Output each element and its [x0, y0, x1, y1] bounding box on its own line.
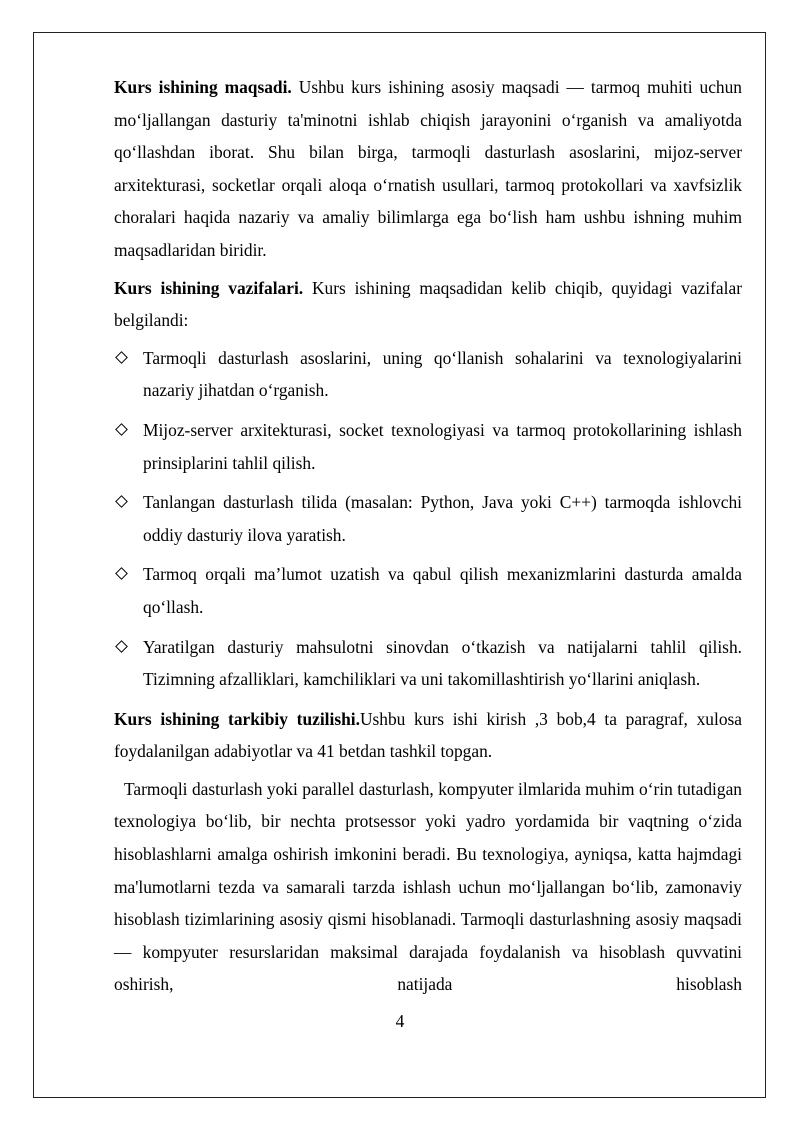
page-number: 4	[395, 1011, 405, 1031]
diamond-bullet-icon	[115, 640, 128, 653]
structure-text: Ushbu kurs ishi kirish ,3 bob,4 ta paragraf, xulosa foydalanilgan adabiyotlar va 41 betdan tashkil topgan.	[114, 708, 743, 762]
list-item-text: Tanlangan dasturlash tilida (masalan: Python, Java yoki C++) tarmoqda ishlovchi oddiy dasturiy ilova yaratish.	[143, 492, 742, 545]
list-item-text: Mijoz-server arxitekturasi, socket texnologiyasi va tarmoq protokollarining ishlash prinsiplarini tahlil qilish.	[143, 419, 742, 473]
body-paragraph: Tarmoqli dasturlash yoki parallel dasturlash, kompyuter ilmlarida muhim o‘rin tutadigan texnologiya bo‘lib, bir nechta protsessor yoki yadro yordamida bir vaqtning o‘zida hisoblashlarni amalga oshirish imkonini beradi. Bu texnologiya, ayniqsa, katta hajmdagi ma'lumotlarni tezda va samarali tarzda ishlash uchun mo‘ljallangan bo‘lib, zamonaviy hisoblash tizimlarining asosiy qismi hisoblanadi. Tarmoqli dasturlashning asosiy maqsadi — kompyuter resurslaridan maksimal darajada foydalanish va hisoblash quvvatini oshirish, natijada hisoblash	[114, 778, 742, 995]
goal-paragraph	[114, 71, 742, 267]
list-item-text: Yaratilgan dasturiy mahsulotni sinovdan o‘tkazish va natijalarni tahlil qilish. Tizimning afzalliklari, kamchiliklari va uni takomillashtirish yo‘llarini aniqlash.	[143, 636, 742, 690]
diamond-bullet-icon	[115, 423, 128, 436]
structure-heading: Kurs ishining tarkibiy tuzilishi.	[114, 708, 360, 729]
structure-paragraph	[114, 703, 742, 768]
list-item	[114, 342, 742, 407]
diamond-bullet-icon	[115, 567, 128, 580]
page-content	[114, 71, 742, 1006]
goal-text: Ushbu kurs ishining asosiy maqsadi — tarmoq muhiti uchun mo‘ljallangan dasturiy ta'minotni ishlab chiqish jarayonini o‘rganish va amaliyotda qo‘llashdan iborat. Shu bilan birga, tarmoqli dasturlash asoslarini, mijoz-server arxitekturasi, socketlar orqali aloqa o‘rnatish usullari, tarmoq protokollari va xavfsizlik choralari haqida nazariy va amaliy bilimlarga ega bo‘lish ham ushbu ishning muhim maqsadlaridan biridir.	[114, 77, 743, 260]
list-item	[114, 486, 742, 551]
list-item-text: Tarmoq orqali ma’lumot uzatish va qabul qilish mexanizmlarini dasturda amalda qo‘llash.	[143, 564, 742, 617]
diamond-bullet-icon	[115, 351, 128, 364]
diamond-bullet-icon	[115, 495, 128, 508]
goal-heading: Kurs ishining maqsadi.	[114, 77, 292, 97]
tasks-list	[114, 342, 742, 696]
list-item	[114, 558, 742, 623]
tasks-intro-text: Kurs ishining maqsadidan kelib chiqib, quyidagi vazifalar belgilandi:	[114, 277, 742, 331]
list-item	[114, 631, 742, 696]
tasks-heading: Kurs ishining vazifalari.	[114, 277, 304, 298]
list-item	[114, 414, 742, 479]
tasks-paragraph	[114, 272, 742, 337]
list-item-text: Tarmoqli dasturlash asoslarini, uning qo‘llanish sohalarini va texnologiyalarini nazariy jihatdan o‘rganish.	[143, 347, 742, 401]
